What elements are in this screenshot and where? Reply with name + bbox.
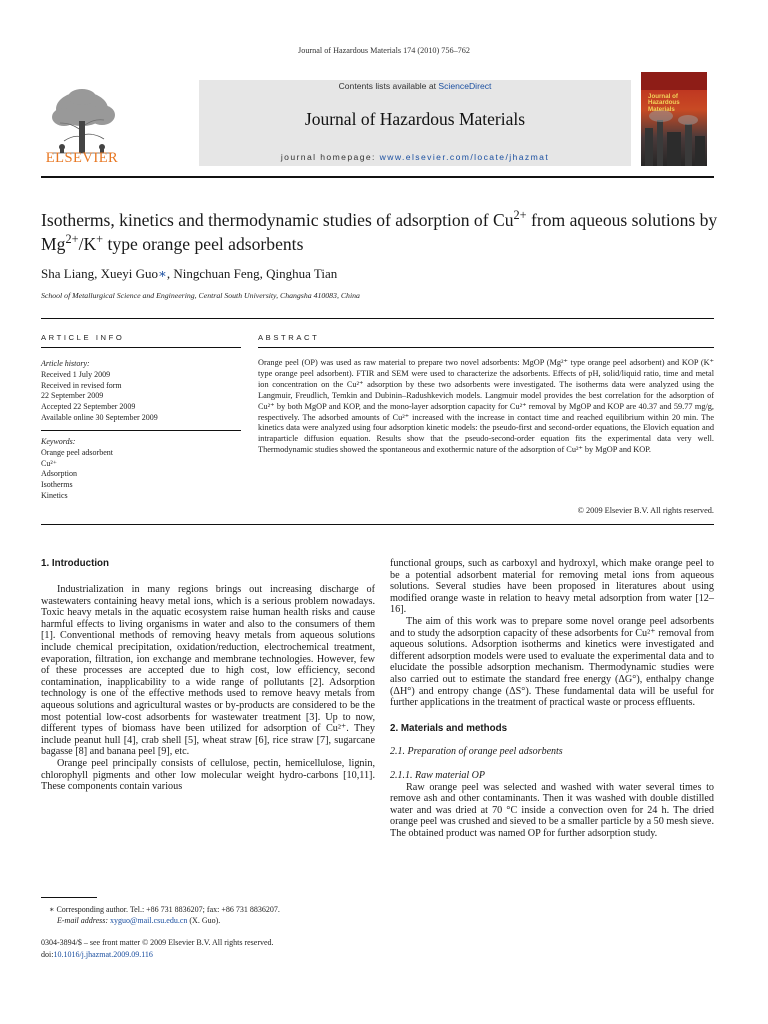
cover-artwork xyxy=(641,72,707,166)
title-text-2: from aqueous solutions by Mg xyxy=(41,210,718,254)
corresponding-author-mark[interactable]: ∗ xyxy=(157,266,167,281)
left-column xyxy=(41,584,375,793)
doi-link[interactable]: 10.1016/j.jhazmat.2009.09.116 xyxy=(53,949,153,959)
authors-first: Sha Liang, Xueyi Guo xyxy=(41,266,158,281)
subsection-2-1-1: 2.1.1. Raw material OP xyxy=(390,769,485,781)
email-label: E-mail address: xyxy=(57,915,111,925)
intro-paragraph-1: Industrialization in many regions brings out increasing discharge of wastewaters containing heavy metal ions, which is a serious problem nowadays. Toxic heavy metals in the aquatic ecosystem raise human health risks and cause harmful effects to living organisms in water and also to the consumers of them [1]. Conventional methods of removing heavy metals from aqueous solutions include chemical precipitation, oxidation/reduction, electrochemical treatment, evaporation, filtration, ion exchange and membrane technologies. However, few of these processes are accepted due to high cost, low efficiency, second contamination, inapplicability to a wide range of pollutants [2]. Adsorption technology is one of the effective methods used to remove heavy metals from aqueous solutions and agricultural wastes or by-products are considered to be the most potential low-cost adsorbents for wastewater treatment [3]. Up to now, different types of biomass have been utilized for adsorption of Cu²⁺. They include peanut hull [4], crab shell [5], wheat straw [6], rice straw [7], sugarcane bagasse [8] and banana peel [9], etc. xyxy=(41,584,375,758)
title-text-3: /K xyxy=(78,234,97,254)
journal-cover-icon xyxy=(641,72,707,166)
article-history xyxy=(41,359,241,424)
contents-line xyxy=(199,81,631,91)
abstract-text: Orange peel (OP) was used as raw material to prepare two novel adsorbents: MgOP (Mg²⁺ type orange peel adsorbent) and KOP (K⁺ type orange peel adsorbent). FTIR and SEM were used to characterize the adsorbents. Effects of pH, solid/liquid ratio, time and metal ion concentration on the Cu²⁺ adsorption by these two adsorbents were investigated. The isotherms data were analyzed using the Langmuir, Freudlich, Temkin and Dubinin–Radushkevich models. Langmuir model provides the best correlation for the adsorption of Cu²⁺ by both MgOP and KOP, and the mono-layer adsorption capacity for Cu²⁺ removal by MgOP and KOP are 40.37 and 59.77 mg/g, respectively. The adsorbed amounts of Cu²⁺ increased with the increase in contact time and reached equilibrium within 20 min. The kinetics data were analyzed using four adsorption kinetic models: the pseudo-first and second-order equations, the Elovich equation and intraparticle diffusion equation. Results show that the pseudo-second-order equation fits the experimental data very well. Thermodynamic studies showed the spontaneous and exothermic nature of the adsorption of Cu²⁺ by MgOP and KOP. xyxy=(258,358,714,455)
abstract-copyright: © 2009 Elsevier B.V. All rights reserved. xyxy=(577,506,714,515)
info-rule xyxy=(41,347,241,348)
title-sup-3: + xyxy=(96,232,104,247)
keyword-item: Adsorption xyxy=(41,469,77,479)
abstract-rule xyxy=(258,347,714,348)
title-sup-1: 2+ xyxy=(513,208,527,223)
front-matter xyxy=(41,937,375,960)
elsevier-wordmark: ELSEVIER xyxy=(45,150,119,166)
right-column xyxy=(390,558,714,839)
email-link[interactable]: xyguo@mail.csu.edu.cn xyxy=(110,915,188,925)
abstract-heading: ABSTRACT xyxy=(258,333,320,342)
intro-paragraph-3: functional groups, such as carboxyl and hydroxyl, which make orange peel to be a potential adsorbent material for removing metal ions from aqueous solutions. Several studies have been proposed in literatures about using modified orange waste in relation to heavy metal adsorption from water [12–16]. xyxy=(390,558,714,616)
journal-title: Journal of Hazardous Materials xyxy=(304,109,526,129)
corresponding-footnote xyxy=(41,905,375,926)
homepage-prefix: journal homepage: xyxy=(280,152,380,162)
intro-paragraph-4: The aim of this work was to prepare some novel orange peel adsorbents and to study the adsorption capacity of these adsorbents for Cu²⁺ removal from aqueous solutions. Adsorption isotherms and kinetics were investigated and different adsorption models were used to evaluate the experimental data and to elucidate the possible adsorption mechanism. Thermodynamic studies were also carried out to estimate the standard free energy (ΔG°), enthalpy change (ΔH°) and entropy change (ΔS°). These fundamental data will be useful for further applications in the treatment of practical waste or process effluents. xyxy=(390,615,714,709)
abstract-bottom-rule xyxy=(41,524,714,525)
running-head: Journal of Hazardous Materials 174 (2010) 756–762 xyxy=(298,46,470,55)
title-text-4: type orange peel adsorbents xyxy=(103,234,304,254)
doi-label: doi: xyxy=(41,949,54,959)
keyword-item: Cu²⁺ xyxy=(41,458,57,468)
history-online: Available online 30 September 2009 xyxy=(41,412,158,422)
footnote-contact: Corresponding author. Tel.: +86 731 8836207; fax: +86 731 8836207. xyxy=(54,905,280,914)
keywords-rule xyxy=(41,430,241,431)
cover-title: Journal of Hazardous Materials xyxy=(648,93,680,113)
methods-paragraph-1: Raw orange peel was selected and washed with water several times to remove ash and other contaminants. Then it was washed with double distilled water and was dried at 70 °C inside a convection oven for 24 h. The dried orange peel was crushed and sieved to be a smaller particle by a 50 mesh sieve. The obtained product was named OP for further adsorption study. xyxy=(390,781,714,839)
methods-heading: 2. Materials and methods xyxy=(390,722,508,734)
header-rule xyxy=(41,176,714,178)
keyword-item: Kinetics xyxy=(41,490,68,500)
history-revised-date: 22 September 2009 xyxy=(41,391,104,401)
keyword-item: Isotherms xyxy=(41,480,73,490)
article-info-heading: ARTICLE INFO xyxy=(41,333,125,342)
authors-rest: , Ningchuan Feng, Qinghua Tian xyxy=(166,266,338,281)
introduction-heading: 1. Introduction xyxy=(41,558,110,569)
history-accepted: Accepted 22 September 2009 xyxy=(41,402,136,412)
footnote-star: ∗ xyxy=(49,905,55,914)
title-rule xyxy=(41,318,714,319)
keywords-label: Keywords: xyxy=(41,437,76,446)
footnote-rule xyxy=(41,897,97,898)
subsection-2-1: 2.1. Preparation of orange peel adsorbents xyxy=(390,746,563,758)
issn-line: 0304-3894/$ – see front matter © 2009 Elsevier B.V. All rights reserved. xyxy=(41,938,274,947)
journal-homepage xyxy=(199,152,631,162)
keyword-item: Orange peel adsorbent xyxy=(41,447,113,457)
homepage-link[interactable]: www.elsevier.com/locate/jhazmat xyxy=(379,152,550,162)
history-received: Received 1 July 2009 xyxy=(41,369,111,379)
sciencedirect-link[interactable]: ScienceDirect xyxy=(438,81,492,91)
history-label: Article history: xyxy=(41,359,90,368)
keywords xyxy=(41,437,241,502)
email-suffix: (X. Guo). xyxy=(187,915,221,925)
authors xyxy=(41,266,337,282)
title-sup-2: 2+ xyxy=(65,232,79,247)
paper-title xyxy=(41,208,731,256)
title-text-1: Isotherms, kinetics and thermodynamic studies of adsorption of Cu xyxy=(41,210,514,230)
intro-paragraph-2: Orange peel principally consists of cellulose, pectin, hemicellulose, lignin, chlorophyll pigments and other low molecular weight hydro-carbons [10,11]. These components contain various xyxy=(41,757,375,793)
contents-prefix: Contents lists available at xyxy=(338,81,439,91)
history-revised-label: Received in revised form xyxy=(41,380,122,390)
affiliation: School of Metallurgical Science and Engineering, Central South University, Changsha 410083, China xyxy=(41,291,360,300)
